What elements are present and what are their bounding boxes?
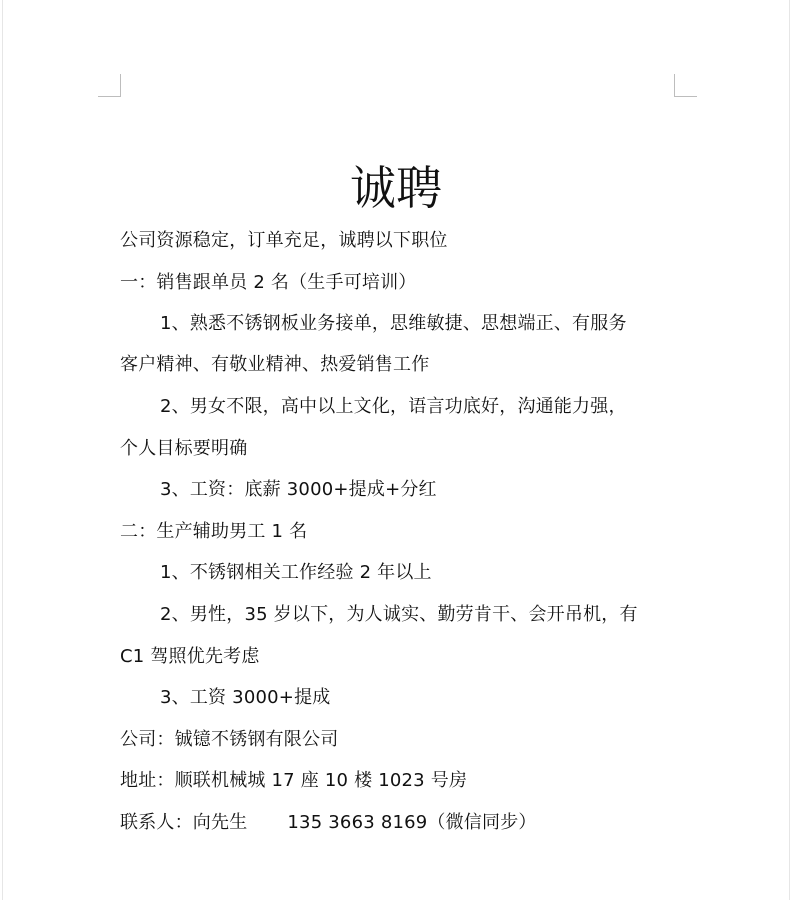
intro-text: 公司资源稳定，订单充足，诚聘以下职位 [120,230,448,251]
production-item-2-line-1: 2、男性，35 岁以下，为人诚实、勤劳肯干、会开吊机，有 [160,604,638,625]
company-line: 公司：铖镱不锈钢有限公司 [120,729,339,750]
contact-line [120,810,537,836]
sales-item-2-line-1: 2、男女不限，高中以上文化，语言功底好，沟通能力强， [160,396,627,417]
sales-item-3: 3、工资：底薪 3000+提成+分红 [160,479,437,500]
section-heading-production: 二：生产辅助男工 1 名 [120,521,308,542]
production-item-3: 3、工资 3000+提成 [160,687,331,708]
production-item-1: 1、不锈钢相关工作经验 2 年以上 [160,562,432,583]
sales-item-1-line-1: 1、熟悉不锈钢板业务接单，思维敏捷、思想端正、有服务 [160,313,627,334]
margin-corner-top-right [674,74,697,97]
contact-label: 联系人：向先生 [120,812,248,833]
section-heading-sales: 一：销售跟单员 2 名（生手可培训） [120,272,417,293]
sales-item-2-line-2: 个人目标要明确 [120,438,248,459]
production-item-2-line-2: C1 驾照优先考虑 [120,646,260,667]
address-line: 地址：顺联机械城 17 座 10 楼 1023 号房 [120,770,468,791]
document-title: 诚聘 [350,161,442,215]
margin-corner-top-left [98,74,121,97]
sales-item-1-line-2: 客户精神、有敬业精神、热爱销售工作 [120,354,430,375]
contact-phone: 135 3663 8169（微信同步） [287,812,537,833]
